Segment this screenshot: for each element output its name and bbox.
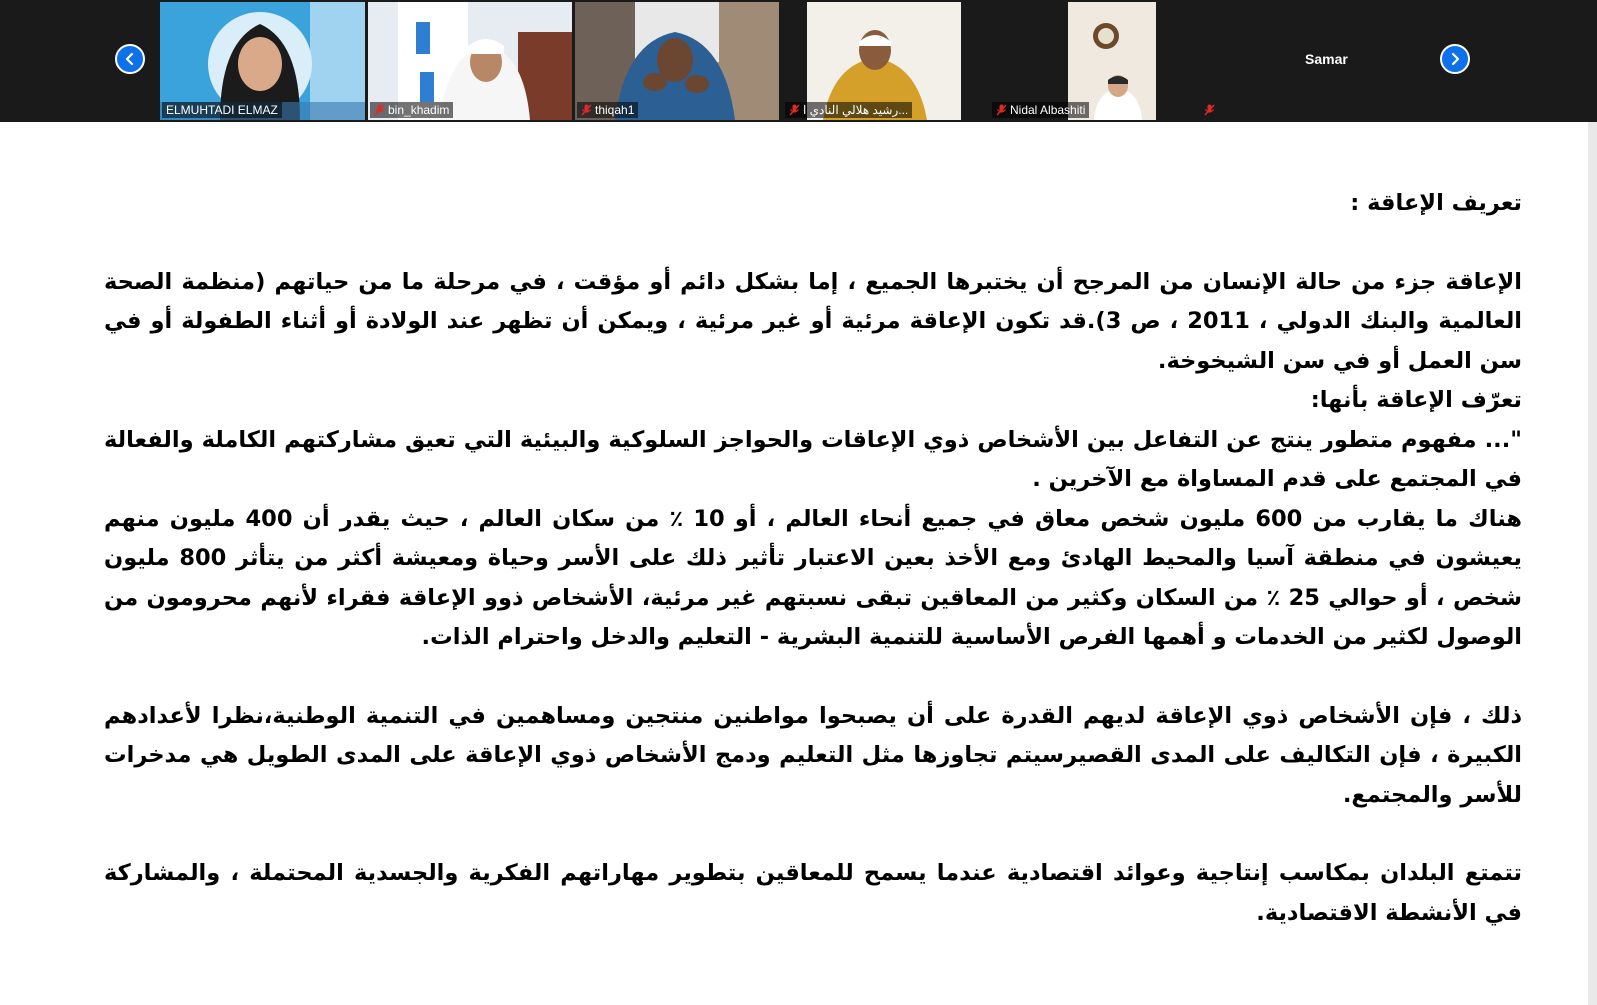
- participant-tile-4[interactable]: [783, 2, 961, 120]
- participant-name-bar: [162, 102, 282, 118]
- participant-tile-3[interactable]: [575, 2, 779, 120]
- participant-name: Nidal Albashiti: [1010, 103, 1086, 117]
- prev-page-button[interactable]: [115, 44, 145, 74]
- chevron-left-icon: [124, 52, 136, 66]
- participant-name: thiqah1: [595, 103, 635, 117]
- participant-name-bar: [785, 102, 912, 118]
- next-page-button[interactable]: [1440, 44, 1470, 74]
- shared-document: [0, 122, 1588, 1005]
- chevron-right-icon: [1449, 52, 1461, 66]
- document-scrollbar[interactable]: [1588, 122, 1597, 1005]
- mic-off-icon: [374, 104, 385, 116]
- mic-off-icon: [996, 104, 1007, 116]
- mic-off-icon: [789, 104, 800, 116]
- participant-tile-2[interactable]: [368, 2, 572, 120]
- participant-name-bar: [577, 102, 638, 118]
- participant-tile-6[interactable]: [1198, 2, 1403, 120]
- mic-off-icon: [1204, 104, 1215, 116]
- participant-name: ELMUHTADI ELMAZ: [166, 103, 278, 117]
- participant-name-center: Samar: [1305, 51, 1348, 67]
- document-paragraph-1: الإعاقة جزء من حالة الإنسان من المرجح أن يختبرها الجميع ، إما بشكل دائم أو مؤقت ، في مرحلة ما من حياتهم (منظمة الصحة العالمية والبنك الدولي ، 2011 ، ص 3).قد تكون الإعاقة مرئية أو غير مرئية ، ويمكن أن تظهر عند الولادة أو أثناء الطفولة أو في سن العمل أو في سن الشيخوخة.: [104, 268, 1522, 374]
- document-body: [104, 184, 1522, 933]
- video-strip: [0, 0, 1597, 122]
- participant-name: bin_khadim: [388, 103, 450, 117]
- participant-name-bar: [370, 102, 453, 118]
- document-heading: تعريف الإعاقة :: [1350, 190, 1522, 216]
- participant-name-bar: [992, 102, 1089, 118]
- document-paragraph-5: ذلك ، فإن الأشخاص ذوي الإعاقة لديهم القدرة على أن يصبحوا مواطنين منتجين ومساهمين في التنمية الوطنية،نظرا لأعدادهم الكبيرة ، فإن التكاليف على المدى القصيرسيتم تجاوزها مثل التعليم ودمج الأشخاص ذوي الإعاقة على المدى الطويل هي مدخرات للأسر والمجتمع.: [104, 702, 1522, 808]
- document-paragraph-2: تعرّف الإعاقة بأنها:: [1310, 387, 1522, 413]
- participant-tile-5[interactable]: [990, 2, 1168, 120]
- mic-off-icon: [581, 104, 592, 116]
- participant-tile-1[interactable]: [160, 2, 365, 120]
- document-paragraph-4: هناك ما يقارب من 600 مليون شخص معاق في جميع أنحاء العالم ، أو 10 ٪ من سكان العالم ، حيث يقدر أن 400 مليون منهم يعيشون في منطقة آسيا والمحيط الهادئ ومع الأخذ بعين الاعتبار تأثير ذلك على الأسر وحياة ومعيشة أكثر من يتأثر 800 مليون شخص ، أو حوالي 25 ٪ من السكان وكثير من المعاقين تبقى نسبتهم غير مرئية، الأشخاص ذوو الإعاقة فقراء لأنهم محرومون من الوصول لكثير من الخدمات و أهمها الفرص الأساسية للتنمية البشرية - التعليم والدخل واحترام الذات.: [104, 505, 1522, 650]
- participant-name: رشيد هلالي النادي ا...: [803, 103, 909, 117]
- document-paragraph-6: تتمتع البلدان بمكاسب إنتاجية وعوائد اقتصادية عندما يسمح للمعاقين بتطوير مهاراتهم الفكرية والجسدية المحتملة ، والمشاركة في الأنشطة الاقتصادية.: [104, 860, 1522, 926]
- document-paragraph-3: "... مفهوم متطور ينتج عن التفاعل بين الأشخاص ذوي الإعاقات والحواجز السلوكية والبيئية التي تعيق مشاركتهم الكاملة والفعالة في المجتمع على قدم المساواة مع الآخرين .: [104, 426, 1522, 492]
- participant-name-bar: [1200, 102, 1219, 118]
